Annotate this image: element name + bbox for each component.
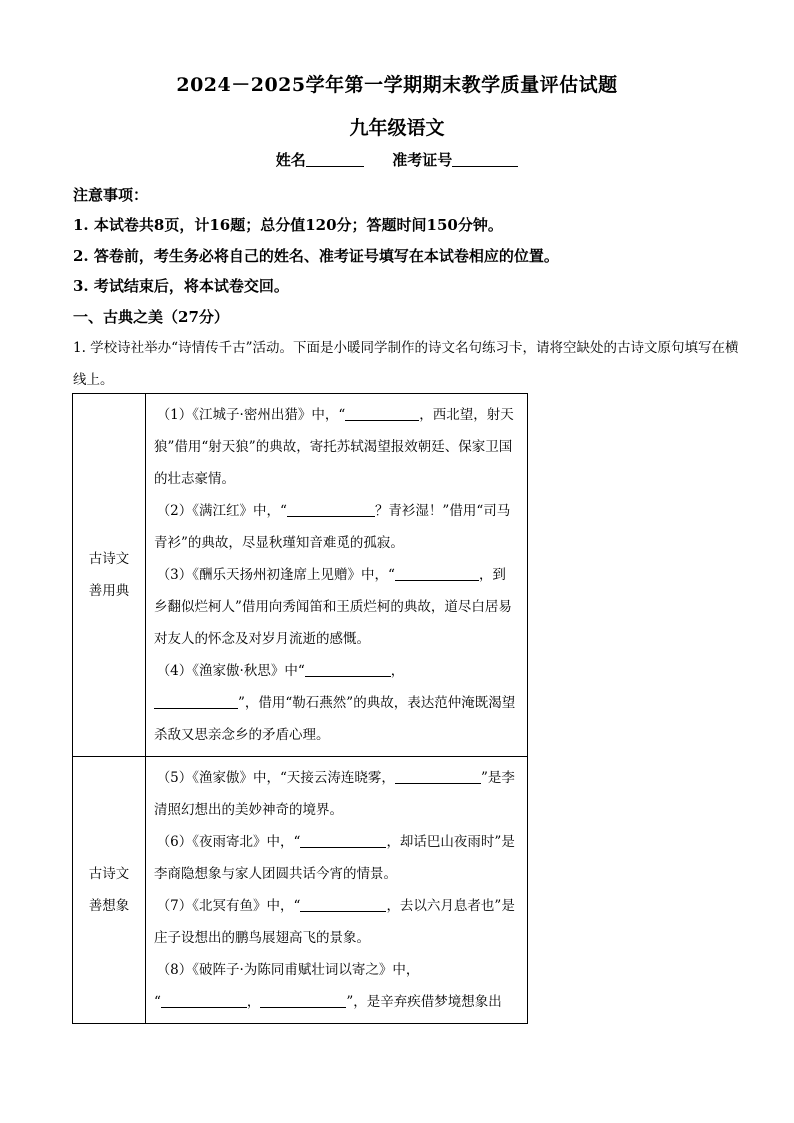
- notice-heading: 注意事项：: [73, 186, 149, 204]
- list-item: （5）《渔家傲》中，“天接云涛连晓雾， ”是李清照幻想出的美妙神奇的境界。: [154, 770, 515, 818]
- answer-blank[interactable]: [260, 994, 346, 1009]
- list-item: （6）《夜雨寄北》中，“ ，却话巴山夜雨时”是李商隐想象与家人团圆共话今宵的情景。: [154, 834, 515, 882]
- id-field[interactable]: [452, 151, 518, 167]
- list-item: （1）《江城子·密州出猎》中，“ ，西北望，射天狼”借用“射天狼”的典故，寄托苏轼渴望报效朝廷、保家卫国的壮志豪情。: [154, 407, 514, 487]
- notice-item-2: 2. 答卷前，考生务必将自己的姓名、准考证号填写在本试卷相应的位置。: [73, 247, 559, 265]
- exam-subtitle: 九年级语文: [349, 117, 445, 139]
- list-item: （8）《破阵子·为陈同甫赋壮词以寄之》中， “ ， ”，是辛弃疾借梦境想象出: [154, 962, 502, 1010]
- name-field[interactable]: [306, 151, 364, 167]
- section-heading: 一、古典之美（27分）: [73, 308, 229, 326]
- list-item: （2）《满江红》中，“ ？青衫湿！”借用“司马青衫”的典故，尽显秋瑾知音难觅的孤寂。: [154, 503, 511, 551]
- row-label-allusion: 古诗文 善用典: [73, 394, 146, 757]
- list-item: （4）《渔家傲·秋思》中“ ， ”，借用“勒石燕然”的典故，表达范仲淹既渴望杀敌又思亲念乡的矛盾心理。: [154, 663, 516, 743]
- row-label-imagination: 古诗文 善想象: [73, 757, 146, 1024]
- question-intro: 1. 学校诗社举办“诗情传千古”活动。下面是小暖同学制作的诗文名句练习卡，请将空缺处的古诗文原句填写在横线上。: [73, 340, 739, 388]
- answer-blank[interactable]: [305, 663, 391, 678]
- answer-blank[interactable]: [154, 695, 238, 710]
- list-item: （3）《酬乐天扬州初逢席上见赠》中，“ ，到乡翻似烂柯人”借用向秀闻笛和王质烂柯的典故，道尽白居易对友人的怀念及对岁月流逝的感慨。: [154, 567, 512, 647]
- candidate-info: [0, 149, 794, 170]
- answer-blank[interactable]: [395, 770, 481, 785]
- answer-blank[interactable]: [300, 834, 386, 849]
- notice-item-3: 3. 考试结束后，将本试卷交回。: [73, 277, 289, 295]
- list-item: （7）《北冥有鱼》中，“ ，去以六月息者也”是庄子设想出的鹏鸟展翅高飞的景象。: [154, 898, 515, 946]
- notice-item-1: 1. 本试卷共8页，计16题；总分值120分；答题时间150分钟。: [73, 216, 503, 234]
- name-label: 姓名: [275, 151, 306, 169]
- answer-blank[interactable]: [345, 407, 419, 422]
- answer-blank[interactable]: [395, 567, 479, 582]
- answer-blank[interactable]: [300, 898, 386, 913]
- id-label: 准考证号: [392, 151, 453, 169]
- exam-title: 2024－2025学年第一学期期末教学质量评估试题: [176, 74, 618, 96]
- allusion-items: [146, 394, 528, 757]
- practice-card-table: [72, 393, 528, 1024]
- answer-blank[interactable]: [287, 503, 375, 518]
- imagination-items: [146, 757, 528, 1024]
- answer-blank[interactable]: [161, 994, 247, 1009]
